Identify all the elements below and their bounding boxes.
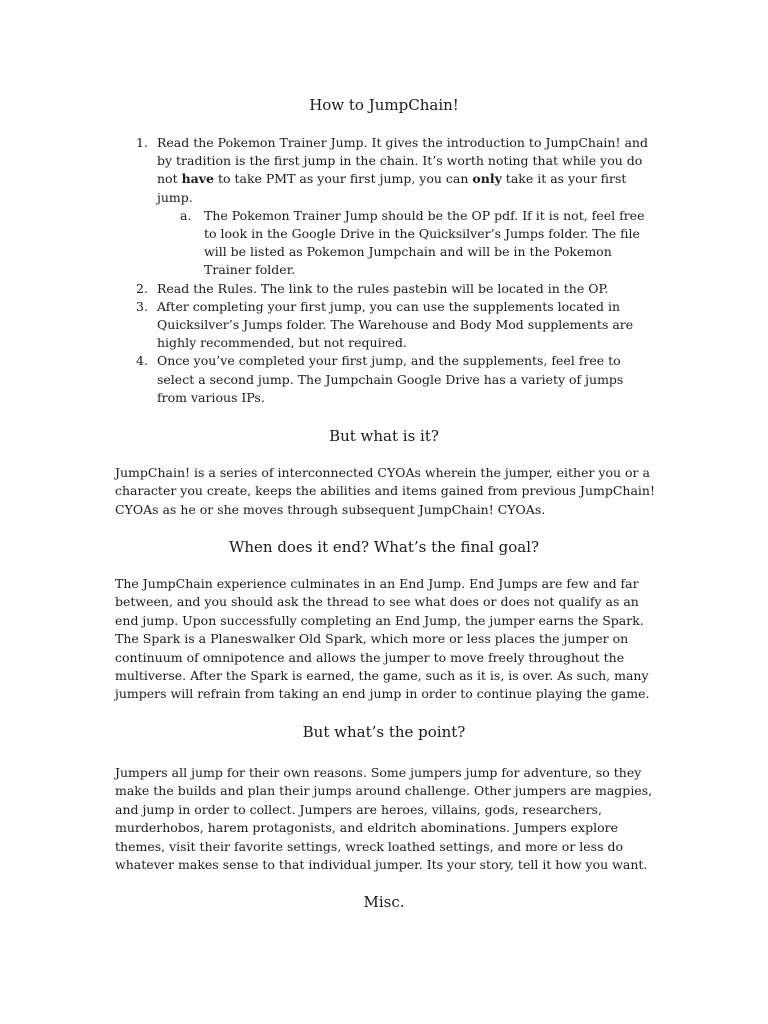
list-number: 4. [136, 353, 148, 369]
section-heading-misc: Misc. [363, 893, 405, 911]
paragraph-line: JumpChain! is a series of interconnected CYOAs wherein the jumper, either you or a [115, 465, 650, 480]
list-item [115, 298, 656, 353]
paragraph-line: continuum of omnipotence and allows the jumper to move freely throughout the [115, 649, 625, 665]
list-number: a. [180, 207, 192, 223]
list-line [157, 170, 656, 188]
list-line: to look in the Google Drive in the Quicksilver’s Jumps folder. The file [204, 226, 640, 242]
paragraph-line: and jump in order to collect. Jumpers are heroes, villains, gods, researchers, [115, 801, 602, 817]
section-heading-what: But what is it? [329, 427, 439, 445]
list-line: from various IPs. [157, 389, 265, 405]
list-item [115, 134, 656, 280]
list-number: 2. [136, 280, 148, 296]
list-number: 3. [136, 298, 148, 314]
list-line: Once you’ve completed your first jump, and the supplements, feel free to [157, 353, 621, 369]
paragraph-what [115, 464, 660, 519]
list-line: The Pokemon Trainer Jump should be the OP pdf. If it is not, feel free [204, 207, 645, 223]
list-line: After completing your first jump, you can use the supplements located in [157, 298, 621, 314]
list-line: jump. [157, 189, 193, 205]
paragraph-line: jumpers will refrain from taking an end jump in order to continue playing the game. [115, 686, 650, 702]
section-heading-end: When does it end? What’s the final goal? [228, 538, 540, 556]
list-line: will be listed as Pokemon Jumpchain and will be in the Pokemon [204, 244, 612, 260]
bold-text: only [472, 171, 502, 187]
paragraph-line: make the builds and plan their jumps around challenge. Other jumpers are magpies, [115, 783, 653, 799]
text-run: not [157, 171, 182, 187]
paragraph-line: CYOAs as he or she moves through subsequent JumpChain! CYOAs. [115, 501, 546, 517]
list-item [115, 352, 656, 407]
list-line: Trainer folder. [204, 262, 296, 278]
paragraph-line: multiverse. After the Spark is earned, the game, such as it is, is over. As such, many [115, 668, 649, 684]
paragraph-line: murderhobos, harem protagonists, and eldritch abominations. Jumpers explore [115, 820, 618, 836]
paragraph-line: end jump. Upon successfully completing an End Jump, the jumper earns the Spark. [115, 612, 644, 628]
bold-text: have [181, 171, 214, 187]
paragraph-line: character you create, keeps the abilities and items gained from previous JumpChain! [115, 483, 655, 499]
text-run: to take PMT as your first jump, you can [213, 171, 473, 187]
paragraph-line: themes, visit their favorite settings, wreck loathed settings, and more or less do [115, 838, 623, 854]
sub-list-item [157, 207, 656, 280]
paragraph-point [115, 764, 658, 874]
list-line: Quicksilver’s Jumps folder. The Warehouse and Body Mod supplements are [157, 317, 634, 333]
paragraph-line: The Spark is a Planeswalker Old Spark, which more or less places the jumper on [115, 631, 629, 647]
page-title: How to JumpChain! [309, 96, 459, 114]
section-heading-point: But what’s the point? [302, 723, 466, 741]
steps-list [115, 134, 656, 407]
list-line: Read the Pokemon Trainer Jump. It gives the introduction to JumpChain! and [157, 135, 648, 150]
list-line: by tradition is the first jump in the chain. It’s worth noting that while you do [157, 153, 643, 169]
text-run: take it as your first [501, 171, 627, 187]
paragraph-line: Jumpers all jump for their own reasons. Some jumpers jump for adventure, so they [115, 765, 642, 780]
list-number: 1. [136, 135, 148, 150]
list-line: Read the Rules. The link to the rules pastebin will be located in the OP. [157, 280, 609, 296]
sub-list [157, 207, 656, 280]
list-line: select a second jump. The Jumpchain Google Drive has a variety of jumps [157, 371, 624, 387]
paragraph-line: whatever makes sense to that individual jumper. Its your story, tell it how you want. [115, 857, 648, 873]
list-line: highly recommended, but not required. [157, 335, 407, 351]
paragraph-end [115, 575, 656, 704]
paragraph-line: The JumpChain experience culminates in an End Jump. End Jumps are few and far [115, 576, 639, 591]
list-item [115, 280, 656, 298]
paragraph-line: between, and you should ask the thread to see what does or does not qualify as an [115, 594, 639, 610]
